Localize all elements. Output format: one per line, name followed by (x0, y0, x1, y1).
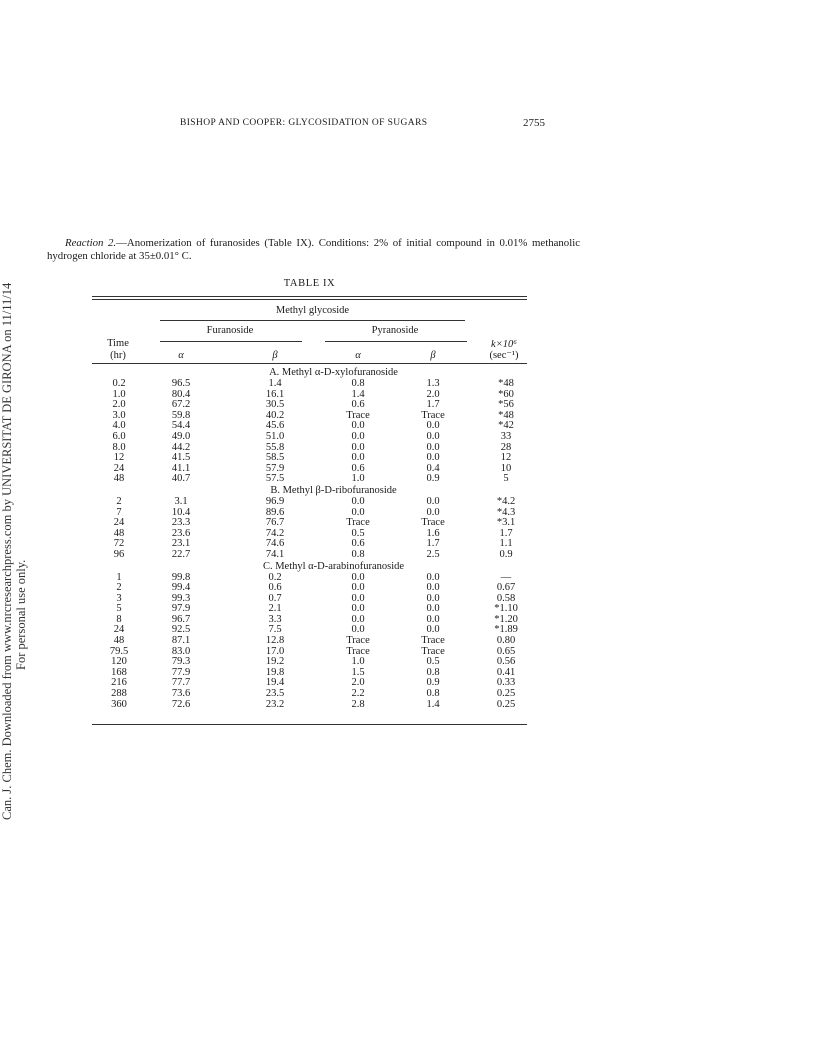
table-row (92, 453, 527, 464)
table-cell: 57.5 (265, 473, 285, 485)
time-unit: (hr) (110, 350, 126, 361)
table-cell: *3.1 (496, 517, 516, 529)
table-cell: 30.5 (265, 399, 285, 411)
table-cell: 40.7 (171, 473, 191, 485)
rate-constant-header: k×10⁶ (491, 339, 517, 350)
table-cell: 22.7 (171, 548, 191, 560)
table-cell: 0.9 (426, 473, 440, 485)
table-cell: 96 (113, 548, 125, 560)
table-cell: 288 (111, 688, 127, 700)
table-cell: 8 (116, 613, 122, 625)
table-cell: 0.0 (351, 603, 365, 615)
table-cell: 1.3 (426, 378, 440, 389)
table-cell: 1.1 (499, 538, 513, 550)
group-rule (160, 320, 465, 321)
table-cell: 360 (111, 698, 127, 710)
table-cell: 0.2 (268, 571, 282, 583)
table-cell: 7 (116, 506, 122, 518)
table-cell: 19.2 (265, 656, 285, 668)
table-title: TABLE IX (283, 278, 336, 289)
table-cell: 0.6 (351, 462, 365, 474)
table-cell: 0.4 (426, 462, 440, 474)
table-cell: 54.4 (171, 420, 191, 432)
table-row (92, 474, 527, 485)
furanoside-alpha-header: α (178, 350, 184, 361)
table-cell: 7.5 (268, 624, 282, 636)
table-cell: 72.6 (171, 698, 191, 710)
table-cell: 0.8 (426, 666, 440, 678)
table-cell: *1.20 (494, 613, 518, 625)
furanoside-rule (160, 341, 302, 342)
table-cell: 0.65 (496, 645, 516, 657)
table-cell: 0.0 (351, 582, 365, 594)
pyranoside-beta-header: β (430, 350, 436, 361)
table-cell: 44.2 (171, 441, 191, 453)
table-cell: 58.5 (265, 452, 285, 464)
header-bottom-rule (92, 363, 527, 364)
table-cell: 23.2 (265, 698, 285, 710)
table-row (92, 400, 527, 411)
table-cell: 87.1 (171, 635, 191, 647)
table-cell: 45.6 (265, 420, 285, 432)
pyranoside-alpha-header: α (355, 350, 361, 361)
table-cell: 33 (500, 430, 512, 442)
table-cell: 12 (113, 452, 125, 464)
rate-constant-unit: (sec⁻¹) (489, 350, 519, 361)
table-row (92, 636, 527, 647)
table-cell: 16.1 (265, 388, 285, 400)
table-row (92, 668, 527, 679)
table-cell: 0.56 (496, 656, 516, 668)
table-cell: 0.25 (496, 688, 516, 700)
table-cell: 1.7 (499, 527, 513, 539)
table-row (92, 518, 527, 529)
table-row (92, 625, 527, 636)
section-title: B. Methyl β-D-ribofuranoside (270, 484, 397, 496)
table-bottom-rule (92, 724, 527, 725)
table-cell: 40.2 (265, 409, 285, 421)
table-top-rule (92, 296, 527, 297)
table-cell: 12 (500, 452, 512, 464)
table-cell: *48 (498, 409, 514, 421)
table-cell: 216 (111, 677, 127, 689)
table-cell: 80.4 (171, 388, 191, 400)
table-cell: 2.5 (426, 548, 440, 560)
table-cell: 97.9 (171, 603, 191, 615)
table-cell: 77.7 (171, 677, 191, 689)
table-row (92, 678, 527, 689)
table-cell: 0.6 (268, 582, 282, 594)
table-cell: 0.0 (351, 613, 365, 625)
table-cell: 0.7 (268, 592, 282, 604)
table-cell: 0.0 (426, 571, 440, 583)
table-cell: 10 (500, 462, 512, 474)
table-cell: 1.4 (268, 378, 282, 389)
furanoside-beta-header: β (272, 350, 278, 361)
time-header: Time (107, 338, 129, 349)
table-cell: 0.5 (426, 656, 440, 668)
table-cell: 1.4 (426, 698, 440, 710)
table-row (92, 657, 527, 668)
table-cell: 0.0 (426, 582, 440, 594)
table-cell: 0.0 (351, 452, 365, 464)
table-cell: 0.0 (426, 430, 440, 442)
reaction-paragraph (47, 237, 580, 263)
table-cell: 57.9 (265, 462, 285, 474)
table-cell: 79.5 (109, 645, 129, 657)
table-cell: *48 (498, 378, 514, 389)
table-cell: 5 (116, 603, 122, 615)
table-cell: — (500, 571, 512, 583)
table-row (92, 421, 527, 432)
table-cell: 19.8 (265, 666, 285, 678)
table-cell: 12.8 (265, 635, 285, 647)
table-cell: 51.0 (265, 430, 285, 442)
table-cell: 8.0 (112, 441, 126, 453)
table-cell: 10.4 (171, 506, 191, 518)
table-cell: 0.0 (351, 430, 365, 442)
table-cell: 49.0 (171, 430, 191, 442)
table-row (92, 615, 527, 626)
table-cell: Trace (346, 635, 370, 647)
table-cell: *42 (498, 420, 514, 432)
table-row (92, 700, 527, 711)
table-cell: 168 (111, 666, 127, 678)
table-cell: 0.9 (499, 548, 513, 560)
table-cell: 23.3 (171, 517, 191, 529)
table-cell: 99.3 (171, 592, 191, 604)
table-cell: 96.5 (171, 378, 191, 389)
table-cell: Trace (346, 409, 370, 421)
table-cell: Trace (421, 645, 445, 657)
table-cell: 76.7 (265, 517, 285, 529)
table-cell: 0.0 (351, 592, 365, 604)
table-cell: 0.8 (351, 548, 365, 560)
table-row (92, 432, 527, 443)
table-row (92, 647, 527, 658)
table-cell: 74.6 (265, 538, 285, 550)
table-cell: 1.0 (112, 388, 126, 400)
table-cell: Trace (421, 409, 445, 421)
table-cell: 5 (503, 473, 509, 485)
table-cell: 0.0 (351, 506, 365, 518)
pyranoside-header: Pyranoside (371, 325, 419, 336)
table-cell: 41.1 (171, 462, 191, 474)
personal-use-line: For personal use only. (14, 559, 28, 670)
table-cell: 0.0 (351, 441, 365, 453)
table-cell: 0.8 (351, 378, 365, 389)
table-cell: 0.80 (496, 635, 516, 647)
furanoside-header: Furanoside (206, 325, 254, 336)
table-cell: 1.0 (351, 656, 365, 668)
reaction-text: —Anomerization of furanosides (Table IX). Conditions: 2% of initial compound in 0.01% methanolic hydrogen chloride at 35±0.01° C. (47, 237, 580, 262)
table-cell: 0.0 (426, 613, 440, 625)
table-cell: 24 (113, 517, 125, 529)
table-cell: 0.0 (426, 452, 440, 464)
table-cell: 2.2 (351, 688, 365, 700)
table-row (92, 464, 527, 475)
table-cell: 1.6 (426, 527, 440, 539)
table-cell: 23.1 (171, 538, 191, 550)
section-title: A. Methyl α-D-xylofuranoside (269, 367, 398, 378)
table-row (92, 539, 527, 550)
table-cell: 0.5 (351, 527, 365, 539)
table-cell: 2.1 (268, 603, 282, 615)
table-cell: 0.9 (426, 677, 440, 689)
table-cell: 48 (113, 473, 125, 485)
table-cell: *60 (498, 388, 514, 400)
table-cell: 28 (500, 441, 512, 453)
table-cell: 0.0 (426, 603, 440, 615)
table-cell: Trace (346, 645, 370, 657)
table-cell: 2.0 (112, 399, 126, 411)
table-cell: 0.25 (496, 698, 516, 710)
table-row (92, 594, 527, 605)
table-row (92, 550, 527, 561)
table-cell: 48 (113, 635, 125, 647)
table-cell: 3.1 (174, 495, 188, 507)
table-cell: 0.0 (426, 624, 440, 636)
table-row (92, 604, 527, 615)
table-cell: 2 (116, 582, 122, 594)
table-cell: *4.2 (496, 495, 516, 507)
table-cell: 72 (113, 538, 125, 550)
table-cell: 3.3 (268, 613, 282, 625)
table-cell: Trace (346, 517, 370, 529)
table-cell: 92.5 (171, 624, 191, 636)
table-cell: 0.0 (426, 506, 440, 518)
reaction-label: Reaction 2. (65, 237, 117, 249)
table-cell: 17.0 (265, 645, 285, 657)
table-cell: 6.0 (112, 430, 126, 442)
table-cell: 41.5 (171, 452, 191, 464)
table-row (92, 573, 527, 584)
table-cell: 19.4 (265, 677, 285, 689)
table-cell: 96.9 (265, 495, 285, 507)
table-cell: 0.0 (351, 420, 365, 432)
table-cell: *1.10 (494, 603, 518, 615)
table-cell: 99.4 (171, 582, 191, 594)
table-cell: 89.6 (265, 506, 285, 518)
table-cell: 55.8 (265, 441, 285, 453)
table-cell: 3 (116, 592, 122, 604)
table-cell: 74.1 (265, 548, 285, 560)
table-cell: 1.0 (351, 473, 365, 485)
page-number: 2755 (523, 117, 545, 129)
table-cell: 0.0 (426, 420, 440, 432)
data-table (92, 367, 527, 710)
table-cell: 0.58 (496, 592, 516, 604)
table-cell: Trace (421, 635, 445, 647)
table-cell: 0.8 (426, 688, 440, 700)
table-cell: 0.0 (351, 624, 365, 636)
table-cell: 0.41 (496, 666, 516, 678)
table-row (92, 390, 527, 401)
table-cell: 74.2 (265, 527, 285, 539)
table-row (92, 583, 527, 594)
table-cell: 1.7 (426, 399, 440, 411)
table-cell: 0.0 (426, 441, 440, 453)
methyl-glycoside-header: Methyl glycoside (275, 305, 350, 316)
table-cell: 0.33 (496, 677, 516, 689)
table-cell: 24 (113, 462, 125, 474)
table-cell: 1.4 (351, 388, 365, 400)
table-row (92, 443, 527, 454)
table-row (92, 529, 527, 540)
table-cell: 77.9 (171, 666, 191, 678)
table-row (92, 411, 527, 422)
table-cell: Trace (421, 517, 445, 529)
download-notice-line: Can. J. Chem. Downloaded from www.nrcresearchpress.com by UNIVERSITAT DE GIRONA on 11/11/14 (0, 282, 14, 820)
table-cell: 67.2 (171, 399, 191, 411)
table-cell: 2.8 (351, 698, 365, 710)
pyranoside-rule (325, 341, 467, 342)
table-cell: 79.3 (171, 656, 191, 668)
table-cell: 1.7 (426, 538, 440, 550)
table-cell: 0.2 (112, 378, 126, 389)
table-cell: 96.7 (171, 613, 191, 625)
table-cell: 73.6 (171, 688, 191, 700)
table-cell: 3.0 (112, 409, 126, 421)
table-cell: 120 (111, 656, 127, 668)
table-cell: 48 (113, 527, 125, 539)
section-title: C. Methyl α-D-arabinofuranoside (262, 560, 405, 572)
table-cell: 24 (113, 624, 125, 636)
table-cell: *56 (498, 399, 514, 411)
table-cell: *1.89 (494, 624, 518, 636)
table-cell: 0.0 (351, 495, 365, 507)
table-cell: 0.67 (496, 582, 516, 594)
table-cell: 0.6 (351, 399, 365, 411)
table-row (92, 379, 527, 390)
table-cell: 0.6 (351, 538, 365, 550)
table-cell: 1 (116, 571, 122, 583)
table-top-rule-2 (92, 299, 527, 300)
table-cell: 99.8 (171, 571, 191, 583)
table-row (92, 689, 527, 700)
table-cell: 2 (116, 495, 122, 507)
table-cell: 2.0 (351, 677, 365, 689)
download-notice (0, 282, 28, 820)
table-cell: 0.0 (426, 592, 440, 604)
table-cell: 83.0 (171, 645, 191, 657)
table-cell: 4.0 (112, 420, 126, 432)
running-head: BISHOP AND COOPER: GLYCOSIDATION OF SUGARS (180, 118, 428, 128)
table-cell: 23.5 (265, 688, 285, 700)
table-cell: 0.0 (426, 495, 440, 507)
table-cell: 0.0 (351, 571, 365, 583)
table-cell: 59.8 (171, 409, 191, 421)
table-cell: 2.0 (426, 388, 440, 400)
table-cell: 23.6 (171, 527, 191, 539)
table-cell: 1.5 (351, 666, 365, 678)
table-row (92, 497, 527, 508)
table-cell: *4.3 (496, 506, 516, 518)
table-row (92, 508, 527, 519)
